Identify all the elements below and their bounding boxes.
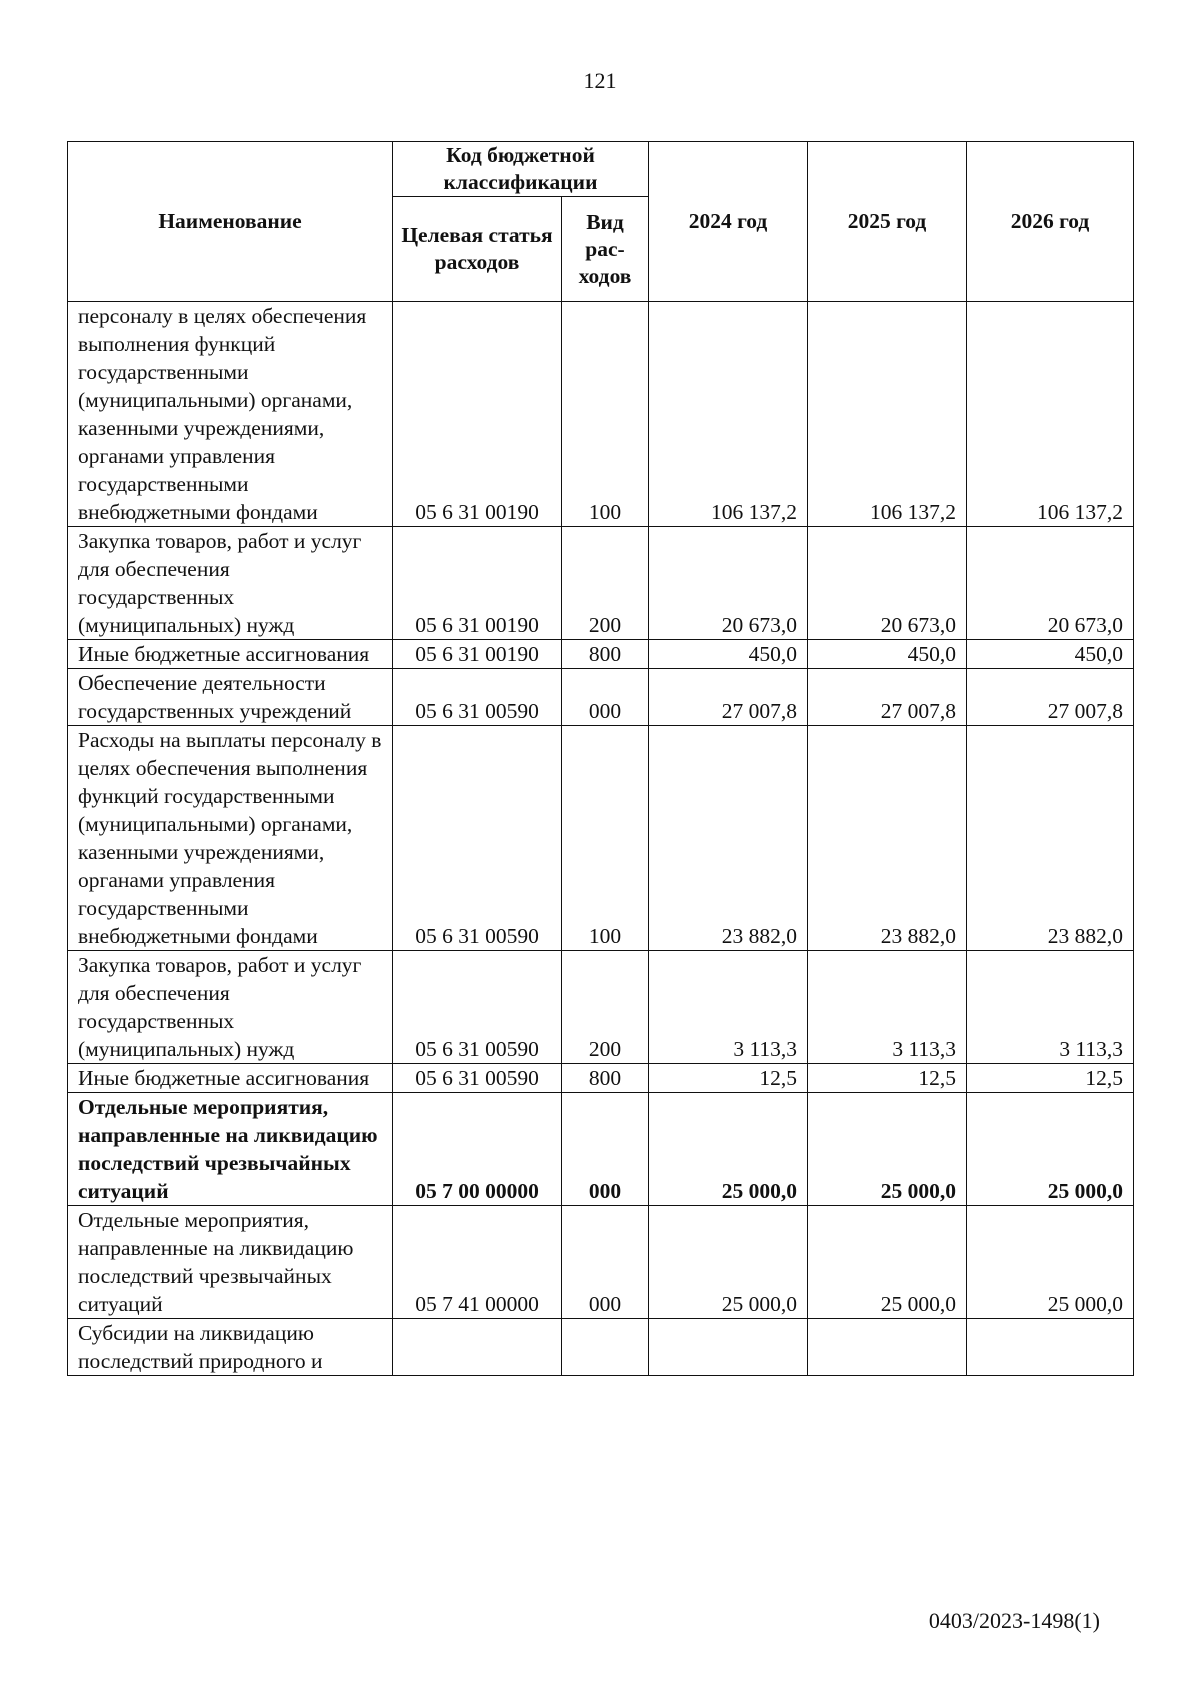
row-name: Обеспечение деятельности государственных учреждений — [68, 669, 393, 726]
row-name: Отдельные мероприятия, направленные на ликвидацию последствий чрезвычайных ситуаций — [68, 1206, 393, 1319]
row-kind: 000 — [562, 1093, 649, 1206]
page-number: 121 — [583, 68, 617, 93]
table-body — [68, 302, 1134, 1376]
table-row — [68, 1319, 1134, 1376]
row-code: 05 6 31 00190 — [393, 527, 562, 640]
row-value-2025: 3 113,3 — [808, 951, 967, 1064]
header-code-group: Код бюджетной классификации — [393, 142, 649, 197]
row-value-2025: 20 673,0 — [808, 527, 967, 640]
row-value-2024: 20 673,0 — [649, 527, 808, 640]
table-row — [68, 302, 1134, 527]
row-value-2025 — [808, 1319, 967, 1376]
header-target-article: Целевая статья расходов — [393, 197, 562, 302]
row-value-2024: 27 007,8 — [649, 669, 808, 726]
row-value-2024: 23 882,0 — [649, 726, 808, 951]
row-value-2026: 3 113,3 — [967, 951, 1134, 1064]
row-kind — [562, 1319, 649, 1376]
row-name: Субсидии на ликвидацию последствий природного и — [68, 1319, 393, 1376]
row-kind: 200 — [562, 951, 649, 1064]
header-expense-kind: Вид рас-ходов — [562, 197, 649, 302]
row-code: 05 6 31 00190 — [393, 302, 562, 527]
row-value-2025: 25 000,0 — [808, 1093, 967, 1206]
document-id: 0403/2023-1498(1) — [928, 1608, 1100, 1633]
row-code: 05 6 31 00590 — [393, 726, 562, 951]
row-value-2025: 450,0 — [808, 640, 967, 669]
row-code: 05 6 31 00590 — [393, 1064, 562, 1093]
row-value-2025: 27 007,8 — [808, 669, 967, 726]
table-row — [68, 669, 1134, 726]
table-row — [68, 726, 1134, 951]
table-row — [68, 640, 1134, 669]
row-kind: 100 — [562, 726, 649, 951]
row-value-2026: 12,5 — [967, 1064, 1134, 1093]
row-kind: 000 — [562, 669, 649, 726]
row-code: 05 6 31 00190 — [393, 640, 562, 669]
row-value-2026: 23 882,0 — [967, 726, 1134, 951]
row-name: Отдельные мероприятия, направленные на ликвидацию последствий чрезвычайных ситуаций — [68, 1093, 393, 1206]
table-row — [68, 1206, 1134, 1319]
row-value-2026: 25 000,0 — [967, 1093, 1134, 1206]
row-kind: 800 — [562, 640, 649, 669]
header-year-2026: 2026 год — [967, 142, 1134, 302]
row-code: 05 6 31 00590 — [393, 951, 562, 1064]
row-value-2025: 106 137,2 — [808, 302, 967, 527]
header-year-2024: 2024 год — [649, 142, 808, 302]
row-kind: 200 — [562, 527, 649, 640]
row-value-2024: 25 000,0 — [649, 1093, 808, 1206]
row-code — [393, 1319, 562, 1376]
row-code: 05 7 41 00000 — [393, 1206, 562, 1319]
row-value-2026: 27 007,8 — [967, 669, 1134, 726]
row-kind: 100 — [562, 302, 649, 527]
row-value-2026: 106 137,2 — [967, 302, 1134, 527]
row-value-2025: 12,5 — [808, 1064, 967, 1093]
row-code: 05 7 00 00000 — [393, 1093, 562, 1206]
row-value-2024 — [649, 1319, 808, 1376]
row-kind: 800 — [562, 1064, 649, 1093]
row-value-2026: 20 673,0 — [967, 527, 1134, 640]
row-value-2026 — [967, 1319, 1134, 1376]
row-value-2024: 450,0 — [649, 640, 808, 669]
row-value-2024: 25 000,0 — [649, 1206, 808, 1319]
row-code: 05 6 31 00590 — [393, 669, 562, 726]
row-name: Закупка товаров, работ и услуг для обеспечения государственных (муниципальных) нужд — [68, 527, 393, 640]
row-value-2025: 25 000,0 — [808, 1206, 967, 1319]
row-value-2024: 12,5 — [649, 1064, 808, 1093]
row-value-2024: 106 137,2 — [649, 302, 808, 527]
table-row-bold — [68, 1093, 1134, 1206]
row-name: Иные бюджетные ассигнования — [68, 1064, 393, 1093]
table-row — [68, 527, 1134, 640]
row-kind: 000 — [562, 1206, 649, 1319]
row-name: Закупка товаров, работ и услуг для обеспечения государственных (муниципальных) нужд — [68, 951, 393, 1064]
budget-table — [67, 141, 1134, 1376]
header-year-2025: 2025 год — [808, 142, 967, 302]
table-row — [68, 1064, 1134, 1093]
row-name: Иные бюджетные ассигнования — [68, 640, 393, 669]
row-name: Расходы на выплаты персоналу в целях обеспечения выполнения функций государственными (муниципальными) органами, казенными учреждениями, органами управления государственными внебюджетными фондами — [68, 726, 393, 951]
row-value-2025: 23 882,0 — [808, 726, 967, 951]
row-value-2024: 3 113,3 — [649, 951, 808, 1064]
header-name: Наименование — [68, 142, 393, 302]
row-name: персоналу в целях обеспечения выполнения функций государственными (муниципальными) органами, казенными учреждениями, органами управления государственными внебюджетными фондами — [68, 302, 393, 527]
row-value-2026: 450,0 — [967, 640, 1134, 669]
table-row — [68, 951, 1134, 1064]
row-value-2026: 25 000,0 — [967, 1206, 1134, 1319]
